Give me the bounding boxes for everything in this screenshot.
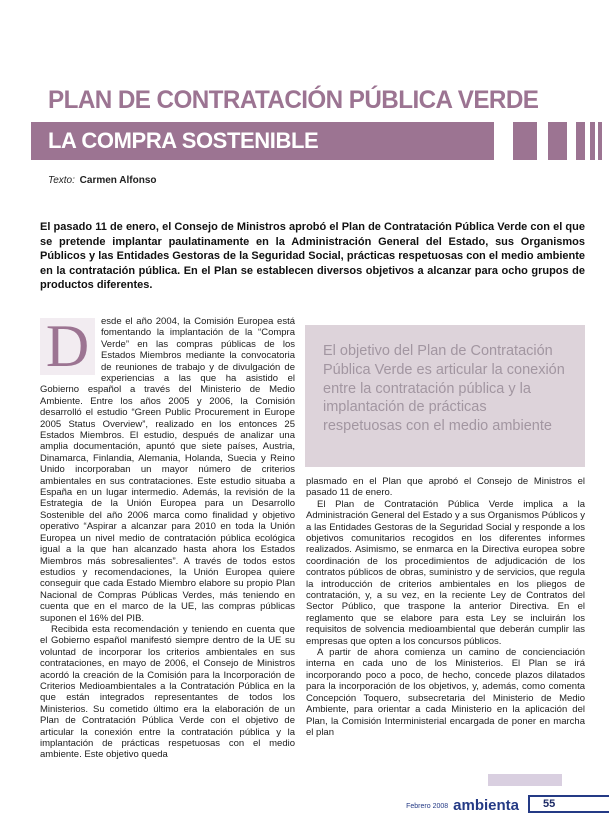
- article-kicker: PLAN DE CONTRATACIÓN PÚBLICA VERDE: [48, 86, 539, 114]
- decorative-block-2: [548, 122, 567, 160]
- decorative-block-4: [590, 122, 595, 160]
- page-footer: [406, 795, 609, 813]
- decorative-block-5: [598, 122, 602, 160]
- left-paragraph-1-text: esde el año 2004, la Comisión Europea está fomentando la implantación de la “Compra Verde” en las compras públicas de los Estados Miembros mediante la convocatoria de reuniones de trabajo y de divulgación de experiencias a las que ha asistido el Gobierno español a través del Ministerio de Medio Ambiente. Entre los años 2005 y 2006, la Comisión desarrolló el estudio “Green Public Procurement in Europe 2005 Status Overview”, realizado en los entonces 25 Estados Miembros. El estudio, después de analizar una amplia documentación, apuntó que siete países, Austria, Dinamarca, Finlandia, Alemania, Holanda, Suecia y Reino Unido incorporaban un mayor número de criterios ambientales en sus contrataciones. Este estudio situaba a España en un lugar intermedio. Además, la revisión de la Estrategia de la Unión Europea para un Desarrollo Sostenible del año 2006 marca como finalidad y objetivo operativo “Aspirar a alcanzar para 2010 en toda la Unión Europea un nivel medio de contratación pública ecológica igual a la que han alcanzado hasta ahora los Estados Miembros más sobresalientes”. A través de todos estos estudios y recomendaciones, la Unión Europea quiere conseguir que cada Estado Miembro elabore su propio Plan Nacional de Compras Públicas Verdes, más teniendo en cuenta que en el marco de la UE, las compras públicas suponen el 16% del PIB.: [40, 315, 295, 624]
- right-paragraph-3: A partir de ahora comienza un camino de concienciación interna en cada uno de los Ministerios. El Plan se irá incorporando poco a poco, de hecho, concede plazos dilatados para la incorporación de los objetivos, y, además, como comenta Concepción Toquero, subsecretaria del Ministerio de Medio Ambiente, para orientar a cada Ministerio en la aplicación del Plan, la Comisión Interministerial encargada de poner en marcha el plan: [306, 647, 585, 738]
- pull-quote-box: El objetivo del Plan de Contratación Pública Verde es articular la conexión entre la contratación pública y la implantación de prácticas respetuosas con el medio ambiente: [305, 325, 585, 467]
- magazine-name: ambienta: [453, 796, 519, 814]
- left-paragraph-1: [40, 312, 295, 624]
- right-paragraph-1: plasmado en el Plan que aprobó el Consejo de Ministros el pasado 11 de enero.: [306, 475, 585, 499]
- footer-decorative-rect: [488, 774, 562, 786]
- decorative-block-3: [576, 122, 585, 160]
- byline-label: Texto:: [48, 175, 75, 186]
- byline: [48, 175, 585, 186]
- article-columns: [40, 312, 585, 761]
- article-title: LA COMPRA SOSTENIBLE: [48, 128, 319, 153]
- left-column: [40, 312, 295, 761]
- title-bar-row: [31, 122, 602, 160]
- decorative-block-1: [513, 122, 537, 160]
- byline-author: Carmen Alfonso: [79, 175, 157, 186]
- intro-paragraph: El pasado 11 de enero, el Consejo de Ministros aprobó el Plan de Contratación Pública Verde con el que se pretende implantar paulatinamente en la Administración General del Estado, sus Organismos Públicos y las Entidades Gestoras de la Seguridad Social, prácticas respetuosas con el medio ambiente en la contratación pública. En el Plan se establecen diversos objetivos a alcanzar para ocho grupos de productos diferentes.: [40, 221, 585, 292]
- page-number-box: [528, 795, 609, 813]
- left-paragraph-2: Recibida esta recomendación y teniendo en cuenta que el Gobierno español manifestó siempre dentro de la UE su voluntad de incorporar los criterios ambientales en sus contrataciones, en mayo de 2006, el Consejo de Ministros acordó la creación de la Comisión para la Incorporación de Criterios Medioambientales a la Contratación Pública en la que están integrados representantes de todos los Ministerios. Su cometido último era la elaboración de un Plan de Contratación Pública Verde con el objetivo de articular la conexión entre la contratación pública y la implantación de prácticas respetuosas con el medio ambiente. Este objetivo queda: [40, 623, 295, 761]
- right-column: [306, 316, 585, 761]
- page-number: 55: [543, 798, 556, 810]
- article-title-bar: [31, 122, 494, 160]
- dropcap-letter: D: [40, 318, 95, 375]
- right-paragraph-2: El Plan de Contratación Pública Verde implica a la Administración General del Estado y a sus Organismos Públicos y a las Entidades Gestoras de la Seguridad Social y responde a los objetivos comunitarios recogidos en los diferentes informes realizados. Asimismo, se enmarca en la Directiva europea sobre coordinación de los procedimientos de adjudicación de los contratos públicos de obras, suministro y de servicios, que regula la introducción de criterios ambientales en los pliegos de contratación, y, a su vez, en la reciente Ley de Contratos del Sector Público, que traspone la anterior Directiva. En el reglamento que se elabore para esta Ley se incluirán los requisitos de solvencia medioambiental que deberán cumplir las empresas que opten a los concursos públicos.: [306, 498, 585, 647]
- footer-issue-date: Febrero 2008: [406, 802, 449, 810]
